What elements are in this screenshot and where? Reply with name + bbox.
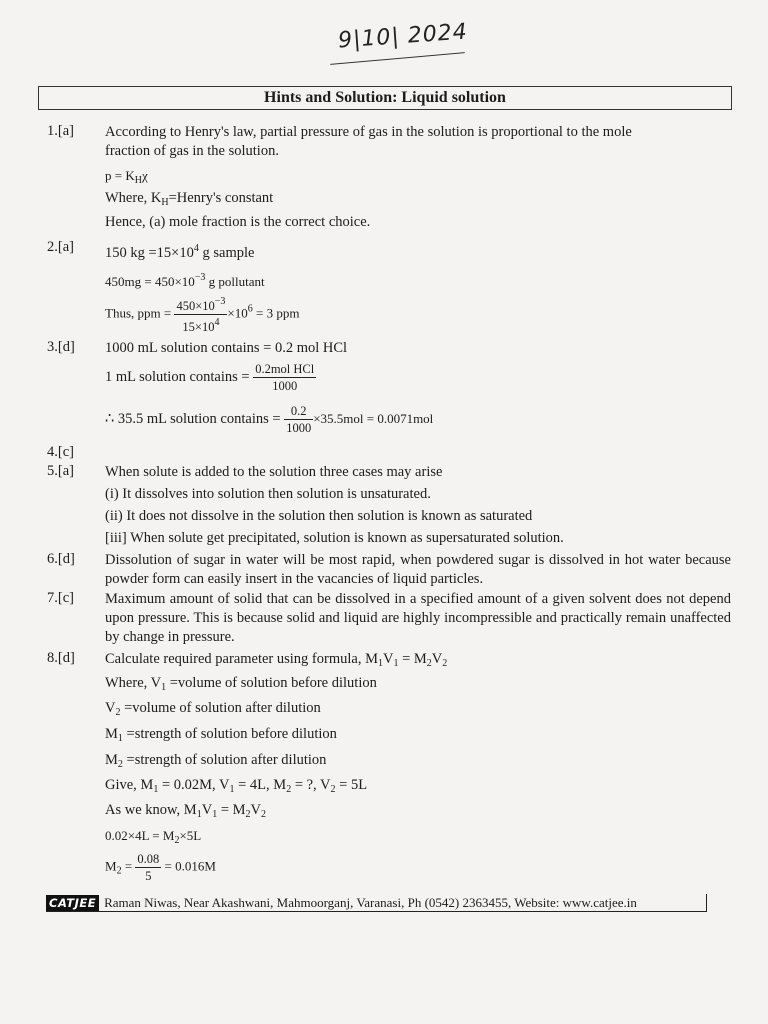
catjee-logo: CATJEE	[46, 895, 99, 911]
q2-label: 2.[a]	[47, 239, 74, 255]
handwritten-date: 9|10| 2024	[337, 19, 469, 54]
q1-label: 1.[a]	[47, 123, 74, 139]
q8-v2: $V_2$ =volume of solution after dilution	[105, 700, 321, 718]
q8-give: Give, $M_1 = 0.02M$, $V_1 = 4L$, $M_2$ = ?, $V_2 = 5L$	[105, 777, 368, 795]
date-underline	[330, 52, 465, 65]
q5-case-ii: (ii) It does not dissolve in the solution then solution is known as saturated	[105, 508, 533, 524]
q7-text: Maximum amount of solid that can be dissolved in a specified amount of a given solvent does not depend upon pressure. This is because solid and liquid are highly incompressible and practically remain unaffected by change in pressure.	[105, 591, 731, 645]
q1-line2: fraction of gas in the solution.	[105, 143, 279, 159]
footer-address: Raman Niwas, Near Akashwani, Mahmoorganj, Varanasi, Ph (0542) 2363455, Website: www.catjee.in	[104, 894, 637, 910]
q3-line2: 1 mL solution contains = $\frac{\text{0.2mol HCl}}{1000}$	[105, 362, 315, 393]
footer	[46, 894, 707, 912]
q6-label: 6.[d]	[47, 551, 75, 567]
q4-label: 4.[c]	[47, 444, 74, 460]
q8-label: 8.[d]	[47, 650, 75, 666]
q1-where: Where, $K_H=Henry's$ constant	[105, 190, 274, 208]
q3-label: 3.[d]	[47, 339, 75, 355]
q8-know: As we know, $M_1V_1 = M_2V_2$	[105, 802, 266, 820]
q8-result: $M_2$ = $\frac{0.08}{5}$ = 0.016M	[105, 852, 216, 883]
q8-m1: $M_1$ =strength of solution before dilution	[105, 726, 337, 744]
q1-line1: According to Henry's law, partial pressure of gas in the solution is proportional to the mole	[105, 124, 632, 140]
q8-calc: $0.02\times 4L = M_2\times 5L$	[105, 828, 202, 846]
q5-case-iii: [iii] When solute get precipitated, solution is known as supersaturated solution.	[105, 530, 564, 546]
q8-where-v1: Where, $V_1$ =volume of solution before dilution	[105, 675, 377, 693]
q2-line2: $450mg = 450\times 10^{-3}$ g pollutant	[105, 272, 265, 289]
q6-text: Dissolution of sugar in water will be most rapid, when powdered sugar is dissolved in hot water because powder form can easily insert in the vacancies of liquid particles.	[105, 552, 731, 587]
q3-line3: ∴ 35.5 mL solution contains = $\frac{0.2}{1000}$ ×35.5mol = 0.0071mol	[105, 404, 434, 435]
q1-hence: Hence, (a) mole fraction is the correct choice.	[105, 214, 371, 230]
q3-line1: 1000 mL solution contains = 0.2 mol HCl	[105, 340, 348, 356]
q2-ppm: Thus, ppm = $\frac{450\times 10^{-3}}{15\times 10^4}$ $\times 10^6 = 3$ ppm	[105, 296, 300, 334]
q5-intro: When solute is added to the solution three cases may arise	[105, 464, 443, 480]
q5-case-i: (i) It dissolves into solution then solution is unsaturated.	[105, 486, 431, 502]
q7-label: 7.[c]	[47, 590, 74, 606]
q1-formula: $p = K_H\chi$	[105, 168, 148, 186]
q8-formula-line: Calculate required parameter using formula, $M_1V_1 = M_2V_2$	[105, 651, 448, 669]
q8-m2: $M_2$ =strength of solution after dilution	[105, 752, 327, 770]
q2-line1: 150 kg $=15\times 10^4$ g sample	[105, 243, 255, 261]
page-title: Hints and Solution: Liquid solution	[38, 86, 732, 110]
q5-label: 5.[a]	[47, 463, 74, 479]
